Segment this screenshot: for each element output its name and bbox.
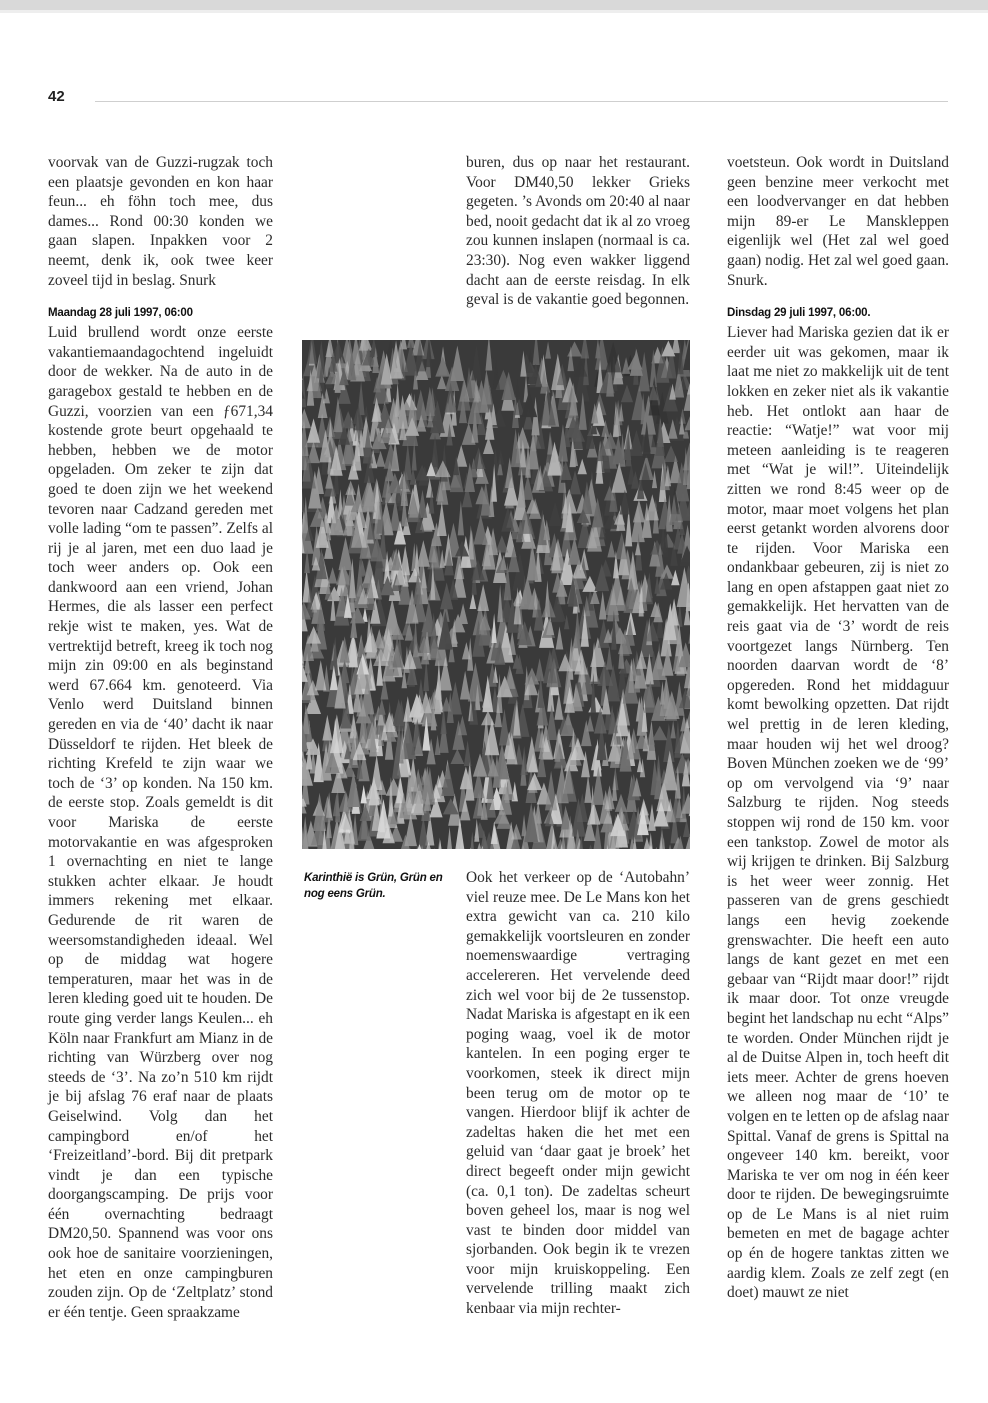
col3-section-heading: Dinsdag 29 juli 1997, 06:00. xyxy=(727,307,871,320)
col2-paragraph-1: buren, dus op naar het restaurant. Voor DM40,50 lekker Grieks gegeten. ’s Avonds om 20:40 al naar bed, nooit gedacht dat ik al zo vroeg zou kunnen inslapen (normaal is ca. 23:30). Nog even wakker liggend dacht aan de eerste reisdag. In elk geval is de vakantie goed begonnen. xyxy=(466,154,690,309)
header-rule xyxy=(95,101,948,102)
column-2-top xyxy=(466,153,690,310)
column-3 xyxy=(727,153,949,1303)
col2-paragraph-2: Ook het verkeer op de ‘Autobahn’ viel reuze mee. De Le Mans kon het extra gewicht van ca. 210 kilo gemakkelijk voortsleuren en zonder noemenswaardige vertraging accelereren. Het vervelende deed zich wel voor bij de 2e tussenstop. Nadat Mariska is afgestapt en ik een poging waag, voel ik de motor kantelen. In een poging erger te voorkomen, steek ik direct mijn been terug om de motor op te vangen. Hierdoor blijf ik achter de zadeltas haken die het met een geluid van ‘daar gaat je broek’ het direct begeeft onder mijn gewicht (ca. 0,1 ton). De zadeltas scheurt boven geheel los, maar is nog wel vast te binden door middel van sjorbanden. Ook begin ik te vrezen voor mijn kruiskoppeling. Een vervelende trilling maakt zich kenbaar via mijn rechter- xyxy=(466,869,690,1318)
col3-paragraph-2: Liever had Mariska gezien dat ik er eerder uit was gekomen, maar ik laat me niet zo makkelijk uit de tent lokken en zeker niet als ik vakantie heb. Het ontlokt aan haar de reactie: “Watje!” wat voor mij meteen aanleiding is te reageren met “Wat je wil!”. Uiteindelijk zitten we rond 8:45 weer op de motor, maar moet volgens het plan eerst getankt worden alvorens door te rijden. Voor Mariska een ondankbaar gebeuren, zij is niet zo lang en open afstappen gaat niet zo gemakkelijk. Het hervatten van de reis gaat via de ‘3’ wordt de reis voortgezet langs Nürnberg. Ten noorden daarvan wordt de ‘8’ opgereden. Rond het middaguur komt bewolking opzetten. Dat rijdt wel prettig in de leren kleding, maar houden wij het wel droog? Boven München zoeken we de ‘99’ op om vervolgend via ‘9’ naar Salzburg te rijden. Nog steeds stoppen wij rond de 150 km. voor een tankstop. Zowel de motor als wij krijgen te drinken. Bij Salzburg is het weer weer zonnig. Het passeren van de grens geschiedt langs een hevig zoekende grenswachter. Die heeft een auto langs de kant gezet en met een gebaar van “Rijdt maar door!” rijdt ik maar door. Tot onze vreugde begint het landschap nu echt “Alps” te worden. Onder München rijdt je al de Duitse Alpen in, toch heeft dit iets meer. Achter de grens hoeven we alleen nog maar de ‘10’ te volgen en te letten op de afslag naar Spittal. Vanaf de grens is Spittal na ongeveer 140 km. bereikt, voor Mariska te ver om nog in één keer door te rijden. De bewegingsruimte op de Le Mans is al niet ruim bemeten en met de bagage achter op én de hogere tanktas zitten we aardig klem. Zoals ze zelf zegt (en doet) mauwt ze niet xyxy=(727,324,949,1302)
col1-section-heading: Maandag 28 juli 1997, 06:00 xyxy=(48,307,193,320)
top-scan-border xyxy=(0,0,988,10)
col1-paragraph-2: Luid brullend wordt onze eerste vakantiemaandagochtend ingeluidt door de wekker. Na de auto in de garagebox gestald te hebben en de Guzzi, voorzien van een ƒ671,34 kostende grote beurt opgehaald te hebben, hebben we de motor opgeladen. Om zeker te zijn dat goed te doen zijn we het weekend tevoren naar Cadzand gereden met volle lading “om te passen”. Zelfs al rij je al jaren, met een duo laad je toch weer anders op. Ook een dankwoord aan een vriend, Johan Hermes, die als lasser een perfect rekje wist te maken, yes. Wat de vertrektijd betreft, kreeg ik toch nog mijn zin 09:00 en als beginstand werd 67.664 km. genoteerd. Via Venlo werd Duitsland binnen gereden en via de ‘40’ dacht ik naar Düsseldorf te rijden. Het bleek de richting Krefeld te zijn waar we toch de ‘3’ op konden. Na 150 km. de eerste stop. Zoals gemeldt is dit voor Mariska de eerste motorvakantie en was afgesproken 1 overnachting en niet te lange stukken achter elkaar. Je houdt immers rekening met elkaar. Gedurende de rit waren de weersomstandigheden ideaal. Wel op de middag wat hogere temperaturen, maar het was in de leren kleding goed uit te houden. De route ging verder langs Keulen... eh Köln naar Frankfurt am Mianz in de richting van Würzberg over nog steeds de ‘3’. Na zo’n 510 km rijdt je bij afslag 76 eraf naar de plaats Geiselwind. Volg dan het campingbord en/of het ‘Freizeitland’-bord. Bij dit pretpark vindt je dan een typische doorgangscamping. De prijs voor één overnachting bedraagt DM20,50. Spannend was voor ons ook hoe de sanitaire voorzieningen, het eten en onze campingburen zouden zijn. Op de ‘Zeltplatz’ stond er één tentje. Geen spraakzame xyxy=(48,324,273,1321)
forest-photo-image xyxy=(302,340,690,849)
photo-caption: Karinthië is Grün, Grün en nog eens Grün. xyxy=(304,872,443,900)
col1-paragraph-1: voorvak van de Guzzi-rugzak toch een plaatsje gevonden en kon haar feun... eh föhn toch mee, dus dames... Rond 00:30 konden we gaan slapen. Inpakken voor 2 neemt, denk ik, ook twee keer zoveel tijd in beslag. Snurk xyxy=(48,154,273,289)
column-2-bottom xyxy=(466,868,690,1319)
page-number: 42 xyxy=(48,88,65,105)
col3-paragraph-1: voetsteun. Ook wordt in Duitsland geen benzine meer verkocht met een loodvervanger en dat hebben mijn 89-er Le Manskleppen eigenlijk wel (Het zal wel goed gaan) nodig. Het zal wel goed gaan. Snurk. xyxy=(727,154,949,289)
top-scan-border-shade xyxy=(0,10,988,13)
column-1 xyxy=(48,153,273,1322)
forest-photo xyxy=(302,340,690,849)
